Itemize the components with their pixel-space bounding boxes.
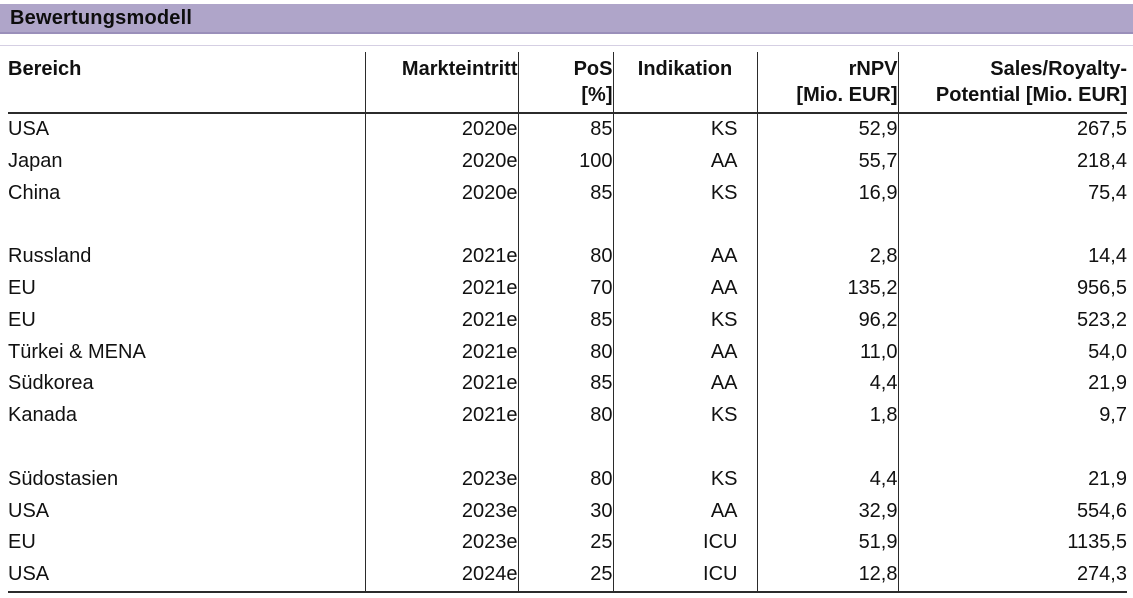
cell-indikation: AA bbox=[613, 146, 757, 178]
cell-indikation: KS bbox=[613, 178, 757, 210]
cell-markteintritt: 2023e bbox=[365, 464, 518, 496]
cell-markteintritt: 2024e bbox=[365, 559, 518, 592]
cell-bereich: EU bbox=[8, 308, 36, 331]
table-row bbox=[8, 368, 1127, 400]
cell-markteintritt: 2021e bbox=[365, 241, 518, 273]
cell-pos: 25 bbox=[518, 559, 613, 592]
cell-bereich: EU bbox=[8, 531, 36, 554]
col-sublabel bbox=[366, 82, 518, 108]
cell-pos: 85 bbox=[518, 368, 613, 400]
spacer-cell bbox=[8, 432, 365, 464]
cell-bereich: Japan bbox=[8, 149, 63, 172]
cell-rnpv: 96,2 bbox=[757, 305, 898, 337]
col-label: PoS bbox=[573, 58, 613, 80]
table-row bbox=[8, 400, 1127, 432]
cell-indikation: KS bbox=[613, 113, 757, 146]
cell-bereich: Türkei & MENA bbox=[8, 340, 146, 363]
cell-bereich: China bbox=[8, 181, 61, 204]
page-title: Bewertungsmodell bbox=[10, 7, 193, 29]
cell-pos: 85 bbox=[518, 113, 613, 146]
col-sublabel: [%] bbox=[581, 84, 613, 106]
cell-sales: 9,7 bbox=[898, 400, 1127, 432]
cell-sales: 14,4 bbox=[898, 241, 1127, 273]
table-row bbox=[8, 464, 1127, 496]
cell-rnpv: 4,4 bbox=[757, 368, 898, 400]
spacer-cell bbox=[757, 432, 898, 464]
cell-bereich: Südkorea bbox=[8, 372, 94, 395]
cell-indikation: AA bbox=[613, 337, 757, 369]
cell-sales: 21,9 bbox=[898, 464, 1127, 496]
cell-markteintritt: 2020e bbox=[365, 178, 518, 210]
cell-pos: 80 bbox=[518, 337, 613, 369]
col-header-sales bbox=[898, 52, 1127, 113]
cell-rnpv: 1,8 bbox=[757, 400, 898, 432]
cell-sales: 267,5 bbox=[898, 113, 1127, 146]
cell-rnpv: 2,8 bbox=[757, 241, 898, 273]
cell-pos: 85 bbox=[518, 305, 613, 337]
table-row bbox=[8, 113, 1127, 146]
spacer-cell bbox=[613, 432, 757, 464]
cell-indikation: KS bbox=[613, 400, 757, 432]
cell-rnpv: 11,0 bbox=[757, 337, 898, 369]
cell-rnpv: 32,9 bbox=[757, 496, 898, 528]
cell-rnpv: 135,2 bbox=[757, 273, 898, 305]
cell-pos: 85 bbox=[518, 178, 613, 210]
col-label: rNPV bbox=[848, 58, 898, 80]
col-header-rnpv bbox=[757, 52, 898, 113]
cell-bereich: USA bbox=[8, 559, 365, 592]
cell-sales: 554,6 bbox=[898, 496, 1127, 528]
cell-sales: 21,9 bbox=[898, 368, 1127, 400]
cell-indikation: AA bbox=[613, 496, 757, 528]
cell-markteintritt: 2021e bbox=[365, 368, 518, 400]
cell-markteintritt: 2023e bbox=[365, 496, 518, 528]
cell-pos: 25 bbox=[518, 527, 613, 559]
cell-indikation: ICU bbox=[613, 527, 757, 559]
valuation-table bbox=[8, 52, 1127, 593]
spacer-cell bbox=[518, 209, 613, 241]
spacer-row bbox=[8, 432, 1127, 464]
spacer-cell bbox=[365, 432, 518, 464]
col-label: Markteintritt bbox=[401, 58, 518, 80]
table-row bbox=[8, 559, 1127, 592]
col-label: Bereich bbox=[8, 58, 82, 80]
col-sublabel bbox=[614, 82, 757, 108]
cell-bereich: USA bbox=[8, 499, 50, 522]
cell-indikation: ICU bbox=[613, 559, 757, 592]
cell-bereich: EU bbox=[8, 276, 36, 299]
cell-bereich: Südostasien bbox=[8, 467, 119, 490]
cell-pos: 80 bbox=[518, 464, 613, 496]
spacer-cell bbox=[8, 209, 365, 241]
cell-sales: 75,4 bbox=[898, 178, 1127, 210]
cell-pos: 100 bbox=[518, 146, 613, 178]
col-sublabel: [Mio. EUR] bbox=[796, 84, 898, 106]
spacer-cell bbox=[898, 432, 1127, 464]
cell-markteintritt: 2021e bbox=[365, 400, 518, 432]
cell-rnpv: 4,4 bbox=[757, 464, 898, 496]
cell-pos: 70 bbox=[518, 273, 613, 305]
cell-markteintritt: 2020e bbox=[365, 146, 518, 178]
cell-rnpv: 16,9 bbox=[757, 178, 898, 210]
cell-indikation: AA bbox=[613, 273, 757, 305]
table-row bbox=[8, 146, 1127, 178]
cell-pos: 80 bbox=[518, 241, 613, 273]
table-body bbox=[8, 113, 1127, 592]
col-header-markteintritt bbox=[365, 52, 518, 113]
spacer-cell bbox=[518, 432, 613, 464]
spacer-cell bbox=[613, 209, 757, 241]
col-label: Indikation bbox=[637, 58, 733, 80]
title-divider bbox=[0, 45, 1133, 46]
table-row bbox=[8, 496, 1127, 528]
table-row bbox=[8, 305, 1127, 337]
cell-sales: 956,5 bbox=[898, 273, 1127, 305]
spacer-cell bbox=[757, 209, 898, 241]
cell-markteintritt: 2021e bbox=[365, 273, 518, 305]
cell-rnpv: 52,9 bbox=[757, 113, 898, 146]
cell-markteintritt: 2021e bbox=[365, 337, 518, 369]
cell-rnpv: 12,8 bbox=[757, 559, 898, 592]
table-row bbox=[8, 527, 1127, 559]
cell-rnpv: 55,7 bbox=[757, 146, 898, 178]
col-header-pos bbox=[518, 52, 613, 113]
cell-markteintritt: 2021e bbox=[365, 305, 518, 337]
cell-indikation: KS bbox=[613, 305, 757, 337]
spacer-cell bbox=[898, 209, 1127, 241]
table-header bbox=[8, 52, 1127, 113]
table-row bbox=[8, 178, 1127, 210]
cell-rnpv: 51,9 bbox=[757, 527, 898, 559]
cell-pos: 80 bbox=[518, 400, 613, 432]
cell-sales: 274,3 bbox=[898, 559, 1127, 592]
cell-bereich: Russland bbox=[8, 245, 92, 268]
cell-indikation: AA bbox=[613, 368, 757, 400]
cell-markteintritt: 2023e bbox=[365, 527, 518, 559]
cell-sales: 54,0 bbox=[898, 337, 1127, 369]
cell-sales: 1135,5 bbox=[898, 527, 1127, 559]
cell-bereich: Kanada bbox=[8, 404, 77, 427]
spacer-row bbox=[8, 209, 1127, 241]
col-header-bereich bbox=[8, 52, 365, 113]
spacer-cell bbox=[365, 209, 518, 241]
cell-markteintritt: 2020e bbox=[365, 113, 518, 146]
col-label: Sales/Royalty- bbox=[990, 58, 1127, 80]
cell-pos: 30 bbox=[518, 496, 613, 528]
header-row bbox=[8, 52, 1127, 113]
col-sublabel: Potential [Mio. EUR] bbox=[935, 84, 1127, 106]
cell-sales: 218,4 bbox=[898, 146, 1127, 178]
title-bar bbox=[0, 4, 1133, 34]
col-header-indikation bbox=[613, 52, 757, 113]
table-row bbox=[8, 337, 1127, 369]
cell-indikation: KS bbox=[613, 464, 757, 496]
col-sublabel bbox=[8, 82, 365, 108]
table-row bbox=[8, 273, 1127, 305]
cell-bereich: USA bbox=[8, 118, 50, 140]
cell-indikation: AA bbox=[613, 241, 757, 273]
table-row bbox=[8, 241, 1127, 273]
cell-sales: 523,2 bbox=[898, 305, 1127, 337]
